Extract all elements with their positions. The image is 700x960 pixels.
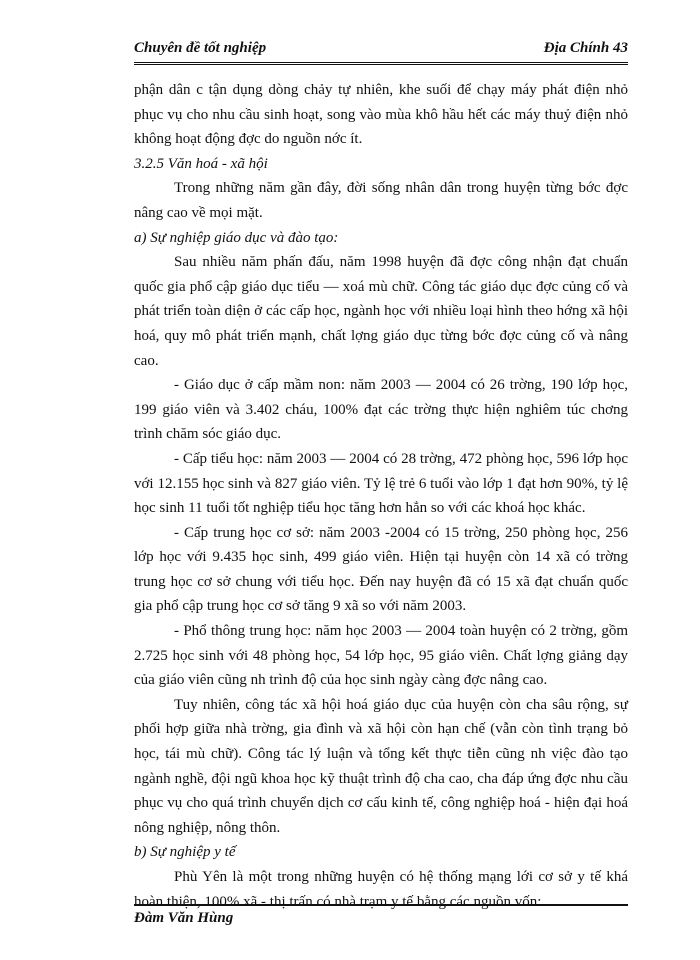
paragraph-living-standards: Trong những năm gần đây, đời sống nhân dân trong huyện từng bớc đợc nâng cao về mọi mặt. bbox=[134, 180, 628, 221]
header-department: Địa Chính 43 bbox=[543, 40, 628, 56]
subheading-healthcare: b) Sự nghiệp y tế bbox=[134, 844, 236, 861]
paragraph-education-overview: Sau nhiều năm phấn đấu, năm 1998 huyện đã đợc công nhận đạt chuẩn quốc gia phổ cập giáo dục tiểu — xoá mù chữ. Công tác giáo dục đợc củng cố và phát triển toàn diện ở các cấp học, ngành học với nhiều loại hình theo hớng xã hội hoá, quy mô phát triển mạnh, chất lợng giáo dục từng bớc đợc củng cố và nâng cao. bbox=[134, 254, 628, 369]
paragraph-continuation: phận dân c tận dụng dòng chảy tự nhiên, khe suối để chạy máy phát điện nhỏ phục vụ cho nhu cầu sinh hoạt, song vào mùa khô hầu hết các máy thuỷ điện nhỏ không hoạt động đợc do nguồn nớc ít. bbox=[134, 82, 628, 148]
footer-author: Đàm Văn Hùng bbox=[134, 910, 234, 926]
paragraph-healthcare-network: Phù Yên là một trong những huyện có hệ thống mạng lới cơ sở y tế khá hoàn thiện, 100% xã - thị trấn có nhà trạm y tế bằng các nguồn vốn: bbox=[134, 869, 628, 910]
paragraph-preschool: - Giáo dục ở cấp mầm non: năm 2003 — 2004 có 26 trờng, 190 lớp học, 199 giáo viên và 3.402 cháu, 100% đạt các trờng thực hiện nghiêm túc chơng trình chăm sóc giáo dục. bbox=[134, 377, 628, 443]
header-document-type: Chuyên đề tốt nghiệp bbox=[134, 40, 267, 56]
paragraph-upper-secondary: - Phổ thông trung học: năm học 2003 — 2004 toàn huyện có 2 trờng, gồm 2.725 học sinh với 48 phòng học, 54 lớp học, 95 giáo viên. Chất lợng giảng dạy của giáo viên cũng nh trình độ của học sinh ngày càng đợc nâng cao. bbox=[134, 623, 628, 689]
paragraph-education-limitations: Tuy nhiên, công tác xã hội hoá giáo dục của huyện còn cha sâu rộng, sự phối hợp giữa nhà trờng, gia đình và xã hội còn hạn chế (vẫn còn tình trạng bỏ học, tái mù chữ). Công tác lý luận và tổng kết thực tiễn cũng nh việc đào tạo ngành nghề, đội ngũ khoa học kỹ thuật trình độ cha cao, cha đáp ứng đợc nhu cầu phục vụ cho quá trình chuyển dịch cơ cấu kinh tế, công nghiệp hoá - hiện đại hoá nông nghiệp, nông thôn. bbox=[134, 696, 628, 836]
paragraph-lower-secondary: - Cấp trung học cơ sở: năm 2003 -2004 có 15 trờng, 250 phòng học, 256 lớp học với 9.435 học sinh, 499 giáo viên. Hiện tại huyện còn 14 xã có trờng trung học cơ sở chung với tiểu học. Đến nay huyện đã có 15 xã đạt chuẩn quốc gia phổ cập trung học cơ sở tăng 9 xã so với năm 2003. bbox=[134, 524, 628, 615]
page-footer bbox=[134, 904, 628, 927]
section-heading-culture-society: 3.2.5 Văn hoá - xã hội bbox=[134, 155, 268, 172]
page-header bbox=[134, 40, 628, 65]
subheading-education: a) Sự nghiệp giáo dục và đào tạo: bbox=[134, 229, 339, 246]
page-body bbox=[134, 78, 628, 914]
paragraph-primary-school: - Cấp tiểu học: năm 2003 — 2004 có 28 trờng, 472 phòng học, 596 lớp học với 12.155 học sinh và 827 giáo viên. Tỷ lệ trẻ 6 tuổi vào lớp 1 đạt hơn 90%, tỷ lệ học sinh 11 tuổi tốt nghiệp tiểu học tăng hơn hẳn so với các khoá học khác. bbox=[134, 450, 628, 517]
